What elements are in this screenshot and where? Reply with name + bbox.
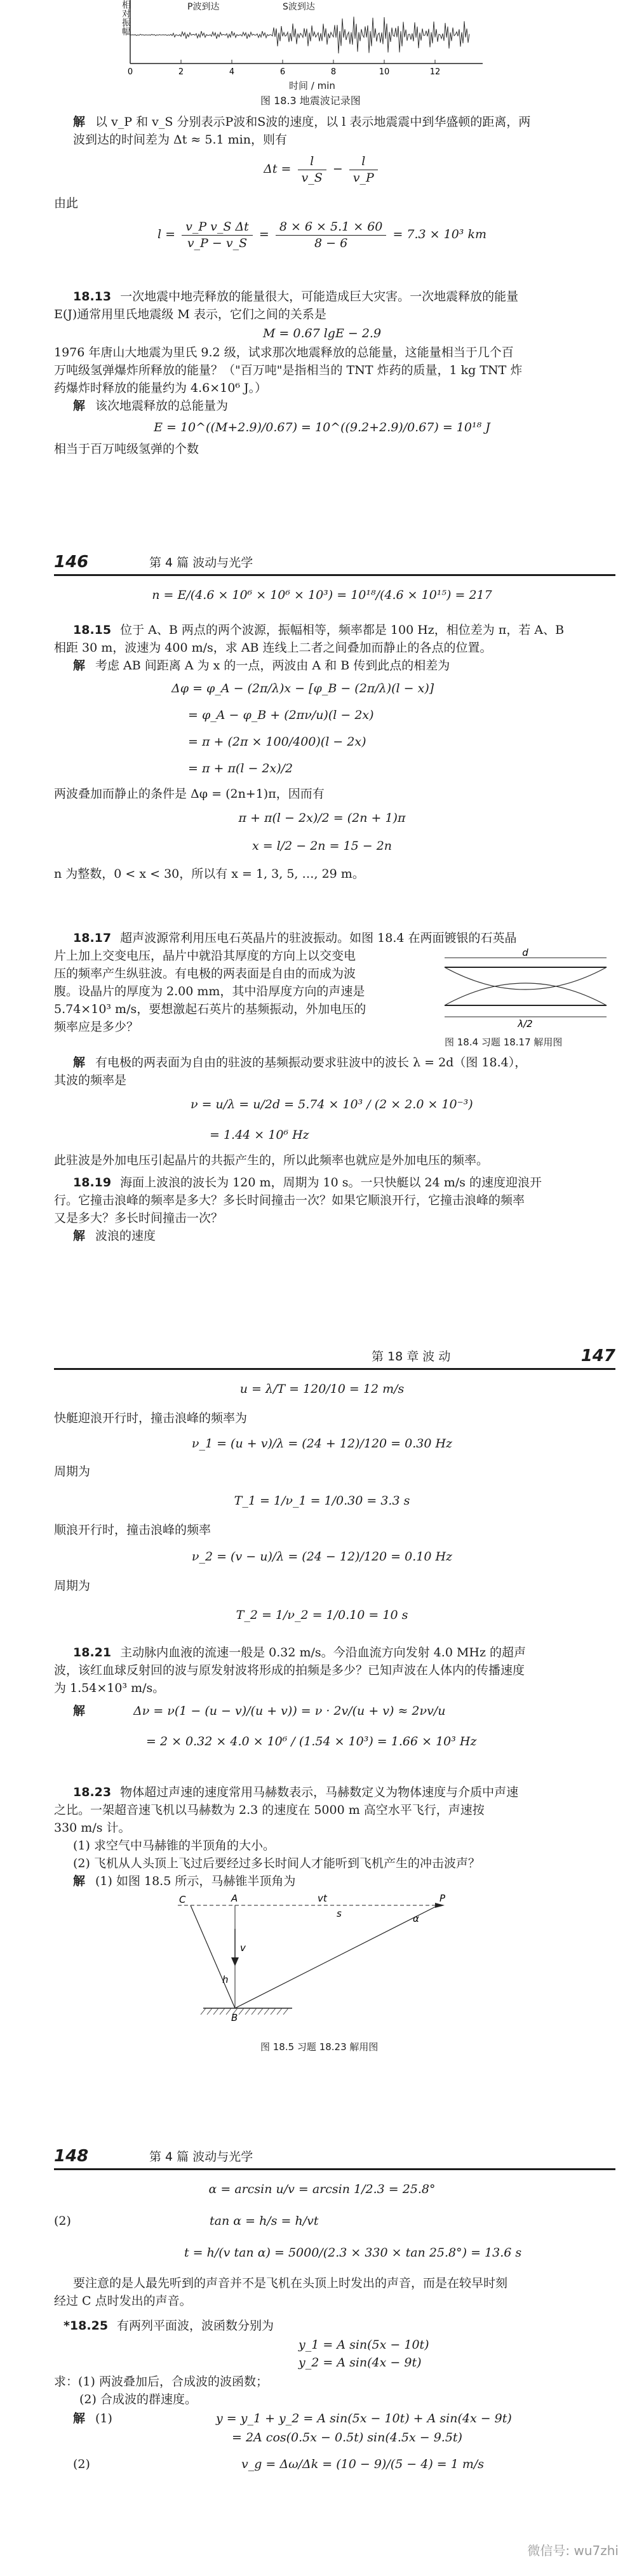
equation: x = l/2 − 2n = 15 − 2n	[252, 839, 392, 853]
page-header-147	[54, 1340, 615, 1370]
solution-line: 快艇迎浪开行时，撞击浪峰的频率为	[54, 1411, 248, 1425]
solution-line: 两波叠加而静止的条件是 Δφ = (2n+1)π，因而有	[54, 787, 325, 801]
x-tick-label: 6	[279, 67, 286, 77]
part-label: (2)	[54, 2214, 71, 2228]
figure-caption: 图 18.4 习题 18.17 解用图	[445, 1036, 563, 1048]
equation: = 2A cos(0.5x − 0.5t) sin(4.5x − 9.5t)	[232, 2431, 462, 2445]
hatch-line	[207, 2008, 212, 2015]
seismogram-trace	[130, 17, 469, 53]
op: −	[332, 162, 343, 177]
equation: α = arcsin u/v = arcsin 1/2.3 = 25.8°	[208, 2182, 436, 2196]
solution-line	[73, 398, 615, 415]
problem-18-19	[0, 1175, 644, 1264]
eq-rhs: = 7.3 × 10³ km	[392, 227, 486, 242]
problem-line: 1976 年唐山大地震为里氏 9.2 级，试求那次地震释放的总能量，这能量相当于几个百	[54, 345, 514, 359]
num: 8 × 6 × 5.1 × 60	[276, 219, 387, 236]
problem-18-25	[0, 2318, 644, 2572]
equation: E = 10^((M+2.9)/0.67) = 10^((9.2+2.9)/0.67) = 10¹⁸ J	[154, 420, 490, 434]
p-wave-label: P波到达	[187, 2, 220, 12]
text: 考虑 AB 间距离 A 为 x 的一点，两波由 A 和 B 传到此点的相差为	[95, 659, 450, 673]
text: 以 v_P 和 v_S 分别表示P波和S波的速度，以 l 表示地震震中到华盛顿的距离，两	[95, 115, 531, 129]
problem-18-13	[0, 289, 644, 486]
op: =	[258, 227, 269, 242]
solution-line	[73, 1228, 615, 1245]
jie-label: 解	[73, 115, 86, 129]
page-title: 第 18 章 波 动	[372, 1350, 451, 1364]
jie-label: 解	[73, 399, 86, 413]
y-axis-label: 相对振幅	[121, 0, 131, 36]
text: 波浪的速度	[95, 1229, 156, 1243]
equation: = φ_A − φ_B + (2πν/u)(l − 2x)	[188, 708, 374, 722]
equation: Δφ = φ_A − (2π/λ)x − [φ_B − (2π/λ)(l − x)]	[171, 681, 434, 695]
question-line: 求：(1) 两波叠加后，合成波的波函数；	[54, 2375, 268, 2389]
label-lambda: λ/2	[518, 1018, 533, 1030]
page-header-148	[54, 2140, 615, 2170]
equation: y_2 = A sin(4x − 9t)	[299, 2356, 422, 2370]
hatch-line	[213, 2008, 218, 2015]
problem-number: 18.21	[73, 1646, 112, 1660]
text: 一次地震中地壳释放的能量很大，可能造成巨大灾害。一次地震释放的能量	[120, 290, 519, 304]
watermark: 微信号: wu7zhi	[527, 2543, 619, 2558]
solution-line: 周期为	[54, 1465, 91, 1479]
question-line: (2) 合成波的群速度。	[79, 2392, 197, 2406]
fraction	[298, 154, 326, 185]
equation: ν_2 = (v − u)/λ = (24 − 12)/120 = 0.10 Hz	[191, 1550, 453, 1564]
problem-line	[73, 1785, 615, 1801]
problem-line: 又是多大？多长时间撞击一次？	[54, 1211, 224, 1225]
solution-18-19	[0, 1381, 644, 1680]
equation: T_1 = 1/ν_1 = 1/0.30 = 3.3 s	[234, 1494, 410, 1508]
page-number: 148	[54, 2147, 89, 2166]
figure-18-5	[165, 1894, 483, 2034]
text: 超声波源常利用压电石英晶片的驻波振动。如图 18.4 在两面镀银的石英晶	[120, 931, 517, 945]
x-tick-label: 12	[429, 67, 441, 77]
hatch-line	[252, 2008, 257, 2015]
eq-lhs: l =	[158, 227, 176, 242]
problem-line: 腹。设晶片的厚度为 2.00 mm，其中沿厚度方向的声速是	[54, 984, 365, 998]
text: 有两列平面波，波函数分别为	[117, 2319, 274, 2333]
solution-line	[73, 658, 615, 674]
equation: = π + π(l − 2x)/2	[188, 761, 293, 775]
fraction	[182, 219, 253, 251]
jie-label: 解	[73, 1229, 86, 1243]
jie-label: 解	[73, 1056, 86, 1070]
problem-18-17	[0, 930, 644, 1210]
text-line: 由此	[54, 196, 79, 210]
figure-18-3	[0, 0, 644, 107]
hatch-line	[245, 2008, 250, 2015]
hatch-line	[271, 2008, 276, 2015]
solution-line: 顺浪开行时，撞击浪峰的频率	[54, 1523, 211, 1537]
problem-number: 18.13	[73, 290, 112, 304]
text: 物体超过声速的速度常用马赫数表示，马赫数定义为物体速度与介质中声速	[120, 1785, 519, 1799]
problem-line	[73, 1175, 615, 1191]
text: 该次地震释放的总能量为	[95, 399, 229, 413]
figure-18-4	[438, 948, 616, 1031]
equation: = 1.44 × 10⁶ Hz	[210, 1128, 309, 1142]
label-v: v	[240, 1942, 246, 1954]
fraction	[349, 154, 378, 185]
solution-line	[73, 1703, 615, 1720]
shock-front	[191, 1905, 235, 2008]
solution-line: 经过 C 点时发出的声音。	[54, 2294, 192, 2308]
problem-number: 18.17	[73, 931, 112, 945]
equation: M = 0.67 lgE − 2.9	[262, 326, 382, 340]
x-ticks	[128, 60, 440, 77]
ground-hatch	[201, 2008, 288, 2015]
num: v_P v_S Δt	[182, 219, 253, 236]
equation: = 2 × 0.32 × 4.0 × 10⁶ / (1.54 × 10³) = 1.66 × 10³ Hz	[146, 1734, 477, 1748]
figure-caption: 图 18.3 地震波记录图	[260, 95, 361, 107]
x-tick-label: 2	[178, 67, 184, 77]
den: v_P − v_S	[187, 236, 248, 250]
s-wave-label: S波到达	[283, 2, 315, 12]
solution-line: n 为整数，0 < x < 30，所以有 x = 1, 3, 5, …, 29 m。	[54, 867, 365, 881]
equation: u = λ/T = 120/10 = 12 m/s	[239, 1382, 405, 1396]
problem-number: 18.15	[73, 623, 112, 637]
equation: y_1 = A sin(5x − 10t)	[299, 2338, 429, 2352]
problem-18-15	[0, 622, 644, 921]
page-number: 146	[54, 553, 89, 572]
text: 主动脉内血液的流速一般是 0.32 m/s。今沿血流方向发射 4.0 MHz 的超声	[120, 1646, 527, 1660]
problem-line: E(J)通常用里氏地震级 M 表示，它们之间的关系是	[54, 307, 326, 321]
problem-line: 330 m/s 计。	[54, 1821, 131, 1835]
equation: y = y_1 + y_2 = A sin(5x − 10t) + A sin(4x − 9t)	[216, 2412, 512, 2425]
part-label: (1)	[95, 2412, 112, 2425]
x-tick-label: 4	[229, 67, 235, 77]
hatch-line	[239, 2008, 244, 2015]
problem-18-21	[0, 1645, 644, 1772]
text: 有电极的两表面为自由的驻波的基频振动要求驻波中的波长 λ = 2d（图 18.4），	[95, 1056, 527, 1070]
problem-number: 18.19	[73, 1176, 112, 1190]
label-B: B	[231, 2012, 238, 2023]
problem-line	[73, 289, 615, 305]
page-title: 第 4 篇 波动与光学	[149, 2150, 253, 2164]
equation-distance	[0, 219, 644, 251]
label-P: P	[439, 1894, 446, 1904]
label-A: A	[231, 1894, 238, 1904]
mach-cone-line	[235, 1905, 438, 2008]
problem-18-23	[0, 1785, 644, 2064]
x-tick-label: 0	[127, 67, 133, 77]
hatch-line	[226, 2008, 231, 2015]
question-line: (1) 求空气中马赫锥的半顶角的大小。	[73, 1839, 275, 1853]
jie-label: 解	[73, 1874, 86, 1888]
hatch-line	[277, 2008, 282, 2015]
eq-lhs: Δt =	[264, 162, 292, 177]
fraction	[276, 219, 387, 251]
solution-line: 此驻波是外加电压引起晶片的共振产生的，所以此频率也就应是外加电压的频率。	[54, 1153, 489, 1167]
problem-line: 压的频率产生纵驻波。有电极的两表面是自由的而成为波	[54, 967, 356, 981]
text: 位于 A、B 两点的两个波源，振幅相等，频率都是 100 Hz，相位差为 π，若 A、B	[120, 623, 565, 637]
jie-label: 解	[73, 2412, 86, 2425]
standing-wave-upper	[445, 967, 607, 989]
hatch-line	[283, 2008, 288, 2015]
solution-line: 其波的频率是	[54, 1073, 127, 1087]
equation: v_g = Δω/Δk = (10 − 9)/(5 − 4) = 1 m/s	[241, 2457, 485, 2471]
label-s: s	[337, 1908, 342, 1919]
num: l	[298, 154, 326, 170]
equation: tan α = h/s = h/vt	[210, 2214, 319, 2228]
equation: π + π(l − 2x)/2 = (2n + 1)π	[238, 811, 406, 825]
equation-n: n = E/(4.6 × 10⁶ × 10⁶ × 10³) = 10¹⁸/(4.6 × 10¹⁵) = 217	[152, 588, 492, 602]
num: l	[349, 154, 378, 170]
den: v_P	[352, 170, 374, 185]
label-C: C	[179, 1894, 186, 1905]
jie-label: 解	[73, 659, 86, 673]
question-line: (2) 飞机从人头顶上飞过后要经过多长时间人才能听到飞机产生的冲击波声？	[73, 1856, 480, 1870]
problem-line	[73, 930, 615, 947]
problem-line: 为 1.54×10³ m/s。	[54, 1681, 165, 1695]
problem-line	[73, 1645, 615, 1661]
problem-line: 片上加上交变电压，晶片中就沿其厚度的方向上以交变电	[54, 949, 356, 963]
den: v_S	[301, 170, 323, 185]
text-line: 波到达的时间差为 Δt ≈ 5.1 min，则有	[73, 133, 287, 147]
hatch-line	[220, 2008, 225, 2015]
text: (1) 如图 18.5 所示，马赫锥半顶角为	[95, 1874, 296, 1888]
problem-line: 万吨级氢弹爆炸所释放的能量？（"百万吨"是指相当的 TNT 炸药的质量，1 kg TNT 炸	[54, 363, 523, 377]
text-line	[73, 114, 615, 131]
hatch-line	[258, 2008, 263, 2015]
problem-line: 频率应是多少？	[54, 1020, 139, 1034]
problem-line	[73, 622, 615, 639]
problem-line: 行。它撞击浪峰的频率是多大？多长时间撞击一次？如果它顺浪开行，它撞击浪峰的频率	[54, 1193, 525, 1207]
problem-number: *18.25	[64, 2319, 109, 2333]
equation: Δν = ν(1 − (u − v)/(u + v)) = ν · 2v/(u + v) ≈ 2νv/u	[133, 1704, 446, 1718]
jie-label: 解	[73, 1704, 86, 1718]
x-tick-label: 8	[330, 67, 337, 77]
page-number: 147	[580, 1346, 615, 1365]
problem-line: 之比。一架超音速飞机以马赫数为 2.3 的速度在 5000 m 高空水平飞行，声速按	[54, 1803, 485, 1817]
label-alpha: α	[413, 1913, 419, 1924]
text: 海面上波浪的波长为 120 m，周期为 10 s。一只快艇以 24 m/s 的速度迎浪开	[120, 1176, 542, 1190]
solution-line	[73, 1874, 615, 1890]
equation: ν_1 = (u + v)/λ = (24 + 12)/120 = 0.30 Hz	[191, 1437, 453, 1451]
solution-line	[73, 1055, 615, 1071]
x-tick-label: 10	[379, 67, 390, 77]
equation: t = h/(v tan α) = 5000/(2.3 × 330 × tan 25.8°) = 13.6 s	[184, 2246, 522, 2260]
part-label: (2)	[73, 2457, 90, 2471]
solution-line: 相当于百万吨级氢弹的个数	[54, 442, 199, 456]
arrow-head	[231, 1957, 239, 1966]
problem-line: 波，该红血球反射回的波与原发射波将形成的拍频是多少？已知声波在人体内的传播速度	[54, 1663, 525, 1677]
equation-delta-t	[0, 154, 644, 185]
problem-number: 18.23	[73, 1785, 112, 1799]
hatch-line	[201, 2008, 206, 2015]
x-axis-label: 时间 / min	[289, 80, 335, 91]
label-vt: vt	[318, 1894, 327, 1904]
figure-caption: 图 18.5 习题 18.23 解用图	[260, 2041, 379, 2053]
problem-line	[64, 2318, 615, 2335]
problem-line: 相距 30 m，波速为 400 m/s，求 AB 连线上二者之间叠加而静止的各点的位置。	[54, 641, 492, 655]
solution-line: 周期为	[54, 1579, 91, 1593]
den: 8 − 6	[314, 236, 348, 250]
hatch-line	[264, 2008, 269, 2015]
standing-wave-lower	[445, 983, 607, 1005]
label-h: h	[222, 1974, 229, 1985]
problem-line: 5.74×10³ m/s，要想激起石英片的基频振动，外加电压的	[54, 1002, 366, 1016]
equation: ν = u/λ = u/2d = 5.74 × 10³ / (2 × 2.0 × 10⁻³)	[191, 1097, 473, 1111]
page-header-146	[54, 546, 615, 576]
label-d: d	[522, 948, 528, 958]
equation: T_2 = 1/ν_2 = 1/0.10 = 10 s	[236, 1608, 408, 1622]
solution-line: 要注意的是人最先听到的声音并不是飞机在头顶上时发出的声音，而是在较早时刻	[73, 2276, 508, 2290]
solution-18-11	[0, 114, 644, 279]
equation: = π + (2π × 100/400)(l − 2x)	[188, 735, 366, 749]
page-title: 第 4 篇 波动与光学	[149, 556, 253, 570]
problem-line: 药爆炸时释放的能量约为 4.6×10⁶ J。）	[54, 381, 267, 395]
